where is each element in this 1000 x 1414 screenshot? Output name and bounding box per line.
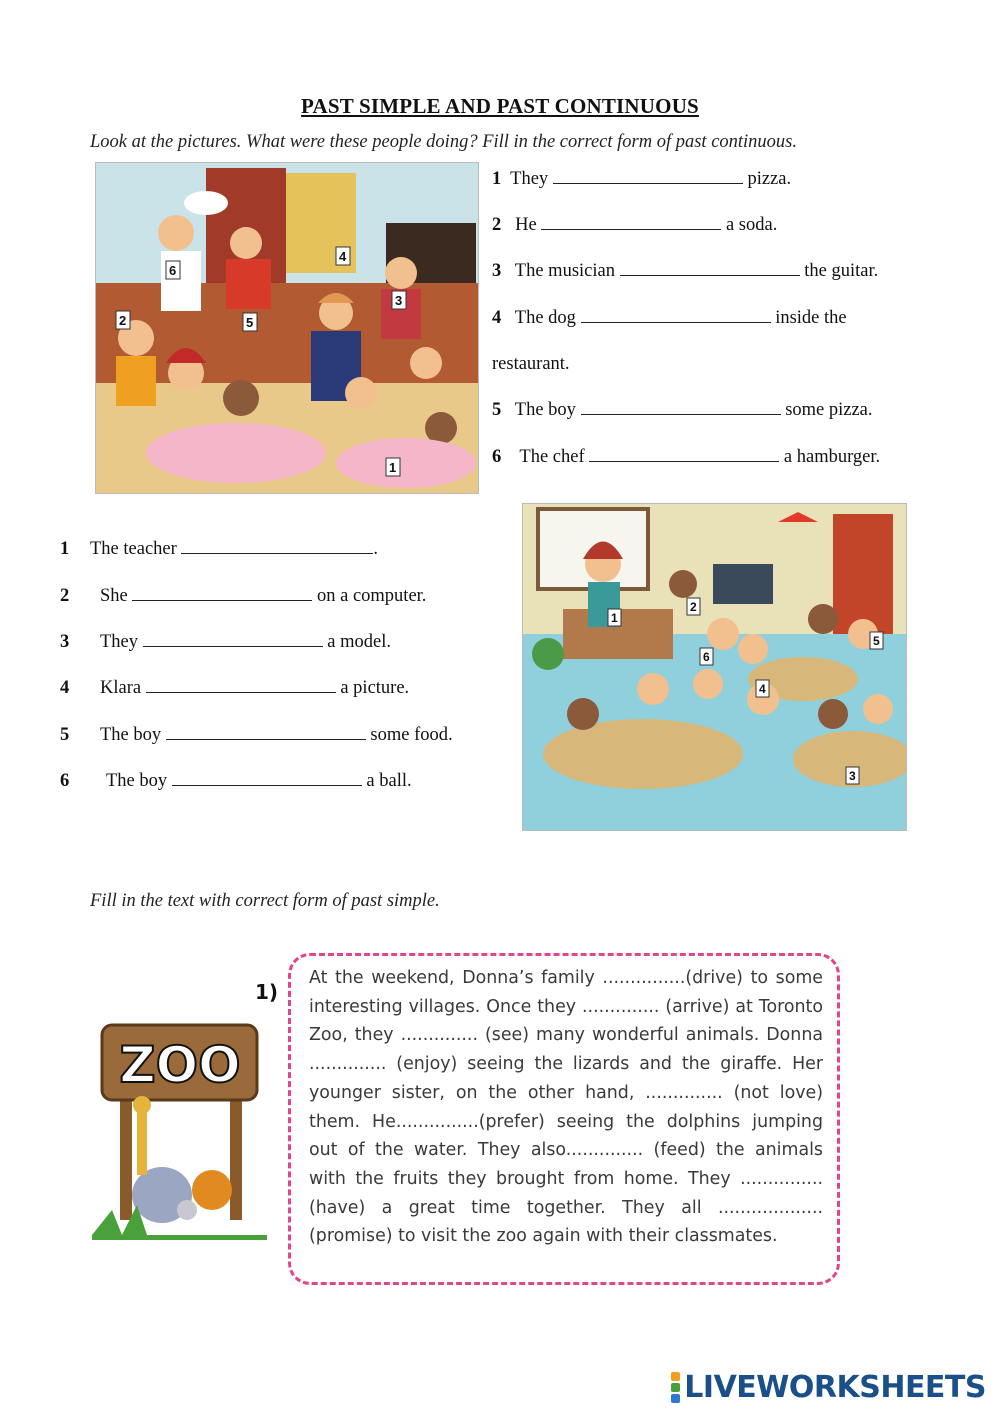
restaurant-marker: 6 xyxy=(169,263,177,278)
answer-blank[interactable] xyxy=(132,586,312,601)
restaurant-question-1: 1 They pizza. xyxy=(492,169,792,189)
answer-blank[interactable] xyxy=(172,771,362,786)
answer-blank[interactable] xyxy=(166,725,366,740)
classroom-question-5: 5 The boy some food. xyxy=(60,725,453,745)
classroom-marker: 2 xyxy=(690,600,697,614)
answer-blank[interactable] xyxy=(541,215,721,230)
classroom-question-6: 6 The boy a ball. xyxy=(60,771,412,791)
classroom-question-4: 4 Klara a picture. xyxy=(60,678,410,698)
classroom-question-1: 1 The teacher . xyxy=(60,539,379,559)
classroom-marker: 6 xyxy=(703,650,710,664)
restaurant-question-2: 2 He a soda. xyxy=(492,215,778,235)
liveworksheets-logo xyxy=(671,1370,986,1405)
answer-blank[interactable] xyxy=(181,539,373,554)
classroom-question-3: 3 They a model. xyxy=(60,632,391,652)
classroom-question-2: 2 She on a computer. xyxy=(60,586,427,606)
classroom-marker: 4 xyxy=(759,682,766,696)
classroom-marker: 3 xyxy=(849,769,856,783)
answer-blank[interactable] xyxy=(143,632,323,647)
restaurant-marker: 5 xyxy=(246,315,254,330)
restaurant-marker: 1 xyxy=(389,460,397,475)
story-text-box[interactable]: At the weekend, Donna’s family ...............(drive) to some interesting villages. Once they .............. (arrive) at Toronto Zoo, they .............. (see) many wonderful animals. Donna .............. (enjoy) seeing the lizards and the giraffe. Her younger sister, on the other hand, .............. (not love) them. He...............(prefer) seeing the dolphins jumping out of the water. They also.............. (feed) the animals with the fruits they brought from home. They ............... (have) a great time together. They all ................... (promise) to visit the zoo again with their classmates. xyxy=(288,953,840,1285)
restaurant-question-4: 4 The dog inside the xyxy=(492,308,847,328)
restaurant-illustration xyxy=(95,162,479,494)
story-number: 1) xyxy=(255,980,279,1004)
restaurant-marker: 2 xyxy=(119,313,127,328)
answer-blank[interactable] xyxy=(553,169,743,184)
page-title: PAST SIMPLE AND PAST CONTINUOUS xyxy=(301,94,699,118)
restaurant-marker: 4 xyxy=(339,249,347,264)
zoo-illustration xyxy=(92,1010,267,1240)
instruction-past-continuous: Look at the pictures. What were these people doing? Fill in the correct form of past continuous. xyxy=(90,132,798,152)
restaurant-question-3: 3 The musician the guitar. xyxy=(492,261,879,281)
restaurant-question-4-continued: restaurant. xyxy=(492,354,570,374)
restaurant-marker: 3 xyxy=(395,293,403,308)
brand-name: LIVEWORKSHEETS xyxy=(684,1370,986,1405)
restaurant-question-6: 6 The chef a hamburger. xyxy=(492,447,881,467)
classroom-illustration xyxy=(522,503,907,831)
answer-blank[interactable] xyxy=(581,308,771,323)
classroom-marker: 5 xyxy=(873,634,880,648)
answer-blank[interactable] xyxy=(589,447,779,462)
classroom-marker: 1 xyxy=(611,611,618,625)
liveworksheets-icon xyxy=(671,1372,680,1403)
zoo-sign-text: ZOO xyxy=(119,1036,241,1094)
answer-blank[interactable] xyxy=(146,678,336,693)
instruction-past-simple: Fill in the text with correct form of past simple. xyxy=(90,891,440,911)
answer-blank[interactable] xyxy=(581,400,781,415)
answer-blank[interactable] xyxy=(620,261,800,276)
restaurant-question-5: 5 The boy some pizza. xyxy=(492,400,873,420)
